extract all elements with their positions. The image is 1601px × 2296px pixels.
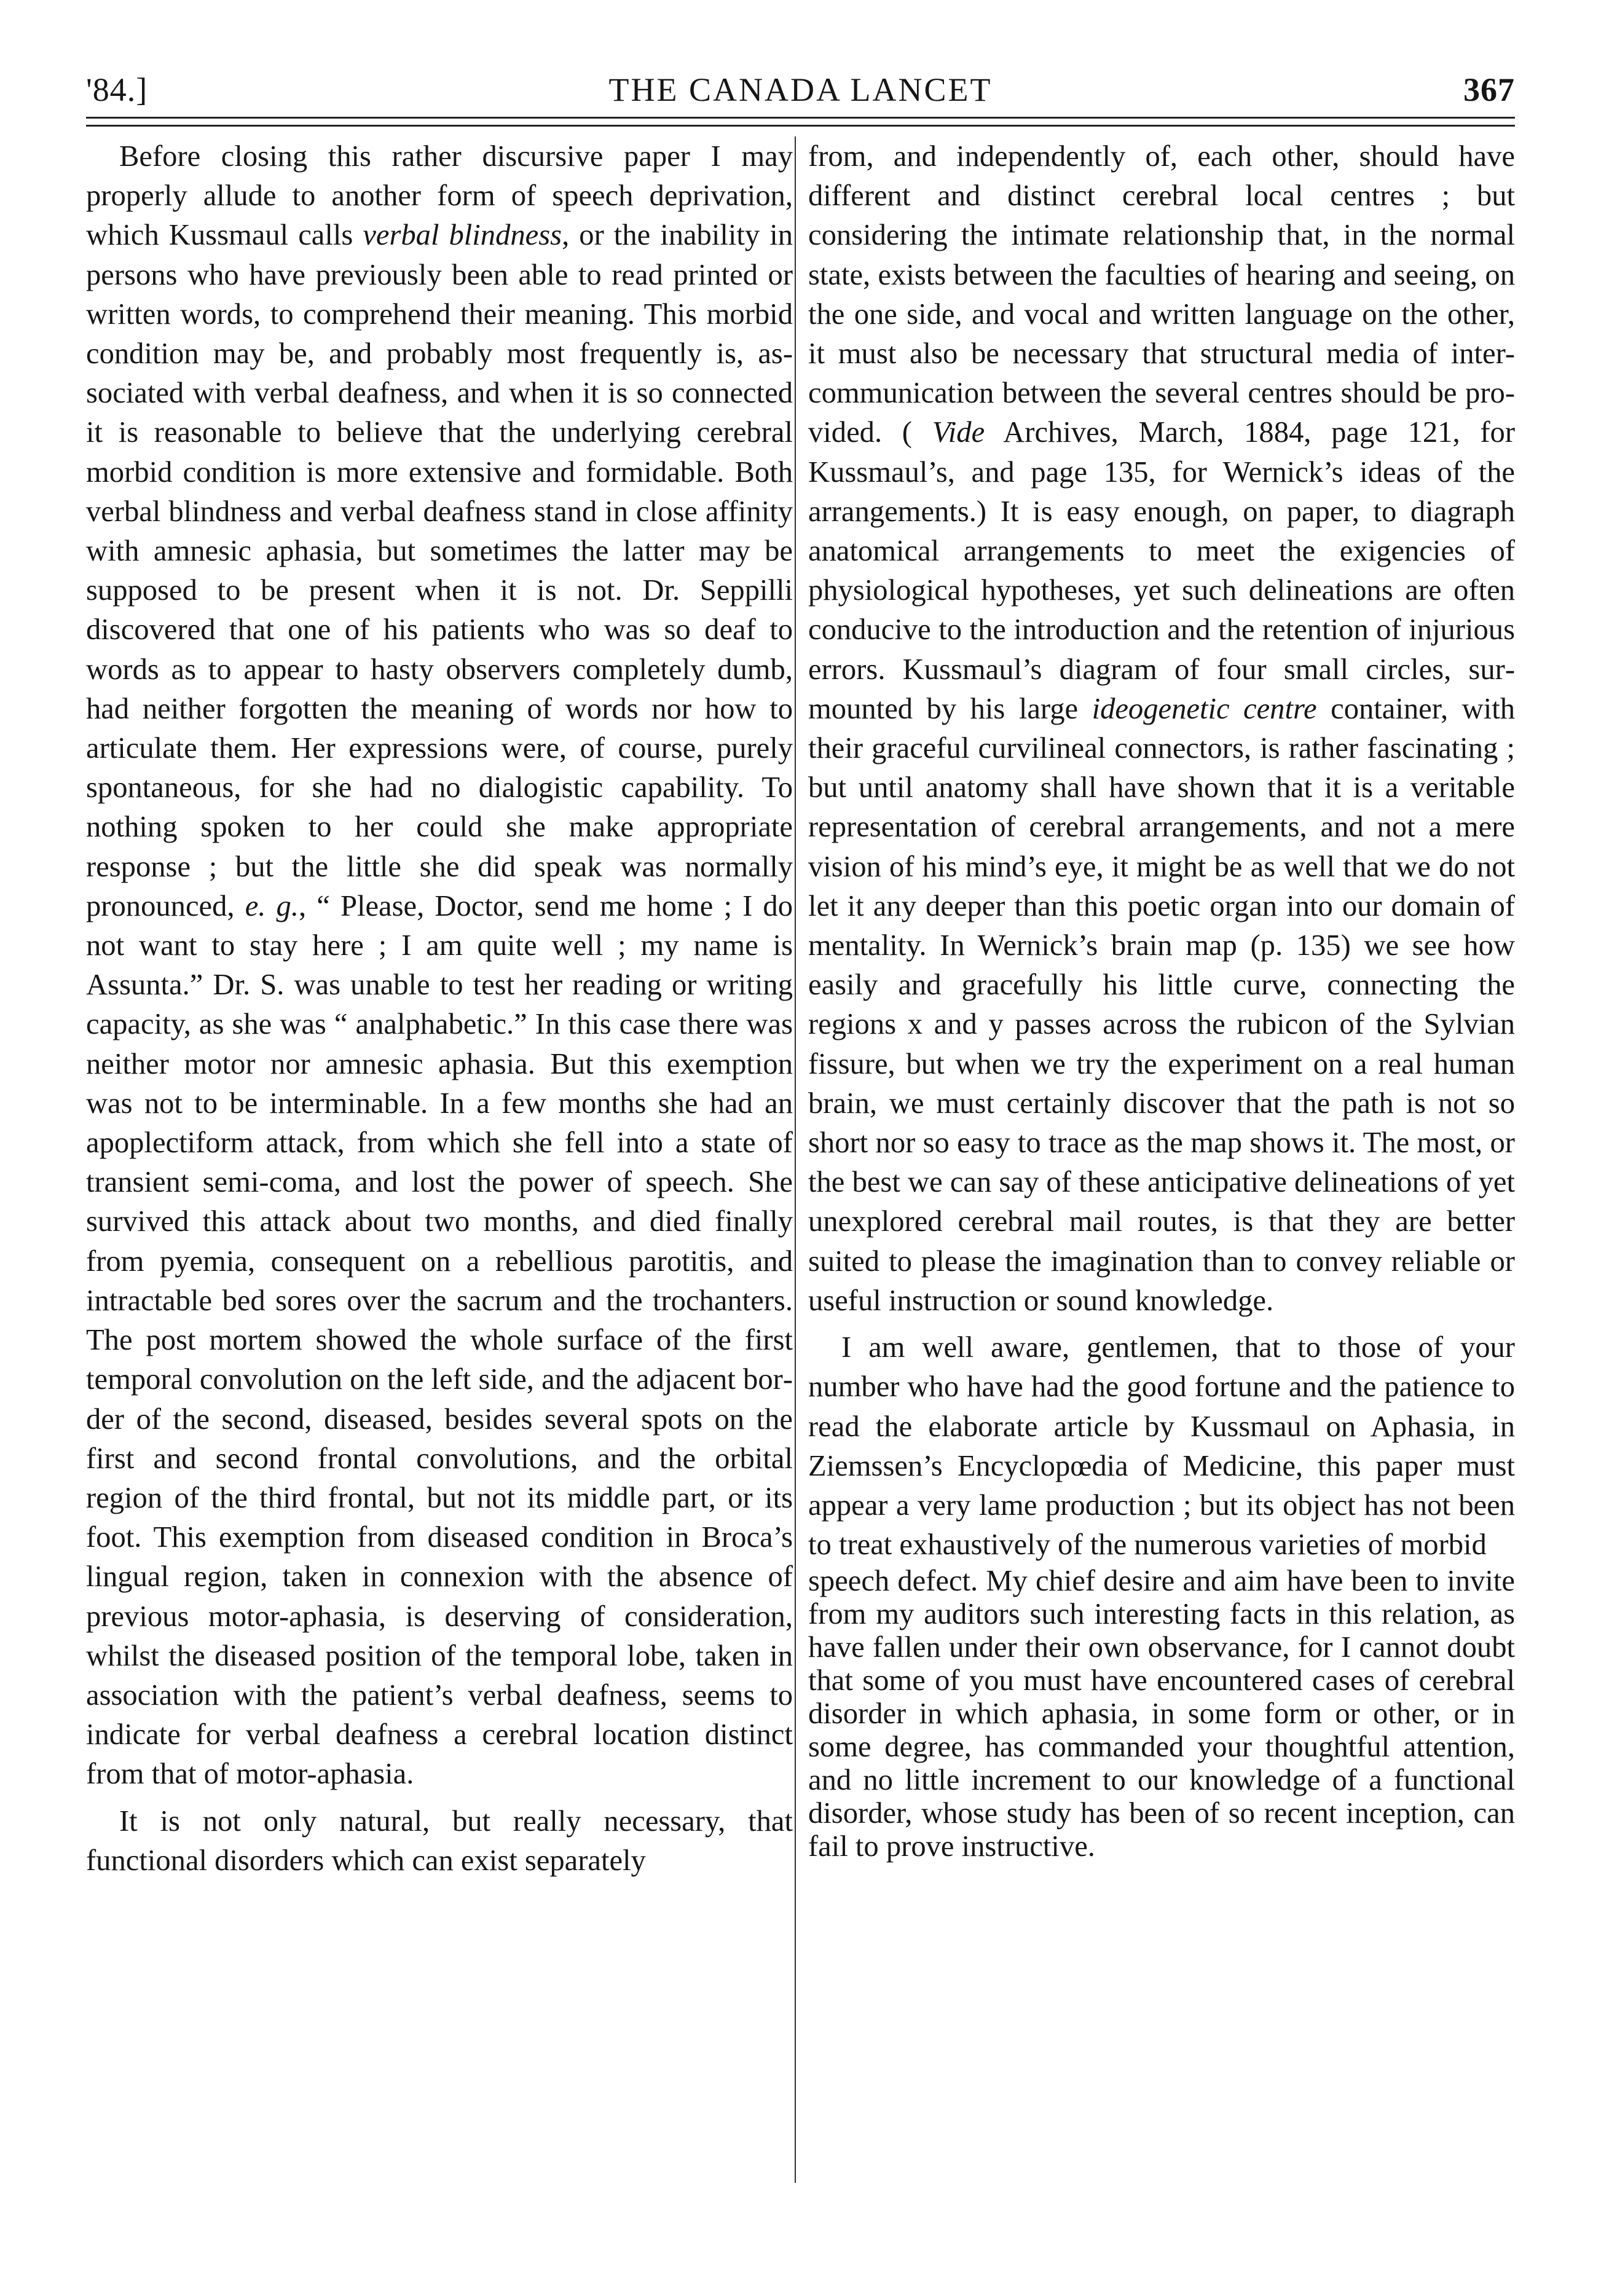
header-rule-top <box>86 117 1515 119</box>
page-number: 367 <box>1463 71 1515 108</box>
paragraph-verbal-blindness: Before closing this rather discursive paper I may properly allude to another form of speech deprivation, which Kussmaul calls verbal blindness, or the inability in persons who have previously been able to read printed or written words, to comprehend their meaning. This morbid condition may be, and probably most frequently is, associated with verbal deafness, and when it is so connected it is reasonable to believe that the underlying cerebral morbid condition is more extensive and formidable. Both verbal blindness and verbal deafness stand in close affinity with amnesic aphasia, but sometimes the latter may be supposed to be present when it is not. Dr. Seppilli discovered that one of his patients who was so deaf to words as to appear to hasty observers completely dumb, had neither forgotten the meaning of words nor how to articulate them. Her expressions were, of course, purely spontaneous, for she had no dialogistic capability. To nothing spoken to her could she make appropriate response ; but the little she did speak was normally pronounced, e. g., “ Please, Doctor, send me home ; I do not want to stay here ; I am quite well ; my name is Assunta.” Dr. S. was unable to test her reading or writing capacity, as she was “ analphabetic.” In this case there was neither motor nor amnesic aphasia. But this exemption was not to be interminable. In a few months she had an apoplectiform attack, from which she fell into a state of transient semi-coma, and lost the power of speech. She survived this attack about two months, and died finally from pyemia, consequent on a rebellious parotitis, and intractable bed sores over the sacrum and the trochanters. The post mortem showed the whole surface of the first temporal convolution on the left side, and the adjacent border of the second, diseased, besides several spots on the first and second frontal convolutions, and the orbital region of the third frontal, but not its middle part, or its foot. This exemption from diseased condition in Broca’s lingual region, taken in connexion with the absence of previous motor-aphasia, is deserving of consideration, whilst the diseased position of the temporal lobe, taken in association with the patient’s verbal deafness, seems to indicate for verbal deafness a cerebral location distinct from that of motor-aphasia. <box>86 140 793 1791</box>
column-divider <box>795 136 796 2183</box>
term-vide: Vide <box>932 415 985 449</box>
abbrev-eg: e. g. <box>245 889 299 922</box>
paragraph-closing: I am well aware, gentlemen, that to those of your number who have had the good fortune and the patience to read the elaborate article by Kussmaul on Aphasia, in Ziemssen’s Encyclopœdia of Medicine, this paper must appear a very lame production ; but its object has not been to treat exhaustively of the numerous varieties of morbid <box>808 1331 1515 1562</box>
term-verbal-blindness: verbal blindness <box>363 218 562 252</box>
header-year: '84.] <box>86 71 148 108</box>
right-column <box>808 136 1515 1863</box>
term-ideogenetic-centre: ideogenetic centre <box>1092 691 1317 725</box>
header-rule-bottom <box>86 125 1515 127</box>
paragraph-functional-disorders: It is not only natural, but really necessary, that functional disorders which can exist separately <box>86 1804 793 1877</box>
journal-title: THE CANADA LANCET <box>608 71 993 108</box>
running-head <box>86 71 1515 114</box>
left-column <box>86 136 793 1880</box>
paragraph-closing-continued: speech defect. My chief desire and aim have been to invite from my auditors such interesting facts in this relation, as have fallen under their own observance, for I cannot doubt that some of you must have encountered cases of cerebral disorder in which aphasia, in some form or other, or in some degree, has commanded your thoughtful attention, and no little increment to our knowledge of a functional disorder, whose study has been of so recent inception, can fail to prove instructive. <box>808 1564 1515 1863</box>
paragraph-continuation: from, and independently of, each other, should have different and distinct cerebral local centres ; but considering the intimate relationship that, in the normal state, exists between the faculties of hearing and seeing, on the one side, and vocal and written language on the other, it must also be necessary that structural media of inter-communication between the several centres should be provided. ( Vide Archives, March, 1884, page 121, for Kussmaul’s, and page 135, for Wernick’s ideas of the arrangements.) It is easy enough, on paper, to diagraph anatomical arrangements to meet the exigencies of physiological hypotheses, yet such delineations are often conducive to the introduction and the retention of injurious errors. Kussmaul’s diagram of four small circles, surmounted by his large ideogenetic centre container, with their graceful curvilineal connectors, is rather fascinating ; but until anatomy shall have shown that it is a veritable representation of cerebral arrangements, and not a mere vision of his mind’s eye, it might be as well that we do not let it any deeper than this poetic organ into our domain of mentality. In Wernick’s brain map (p. 135) we see how easily and gracefully his little curve, connecting the regions x and y passes across the rubicon of the Sylvian fissure, but when we try the experiment on a real human brain, we must certainly discover that the path is not so short nor so easy to trace as the map shows it. The most, or the best we can say of these anticipative delineations of yet unexplored cerebral mail routes, is that they are better suited to please the imagination than to convey reliable or useful instruction or sound knowledge. <box>808 140 1515 1317</box>
